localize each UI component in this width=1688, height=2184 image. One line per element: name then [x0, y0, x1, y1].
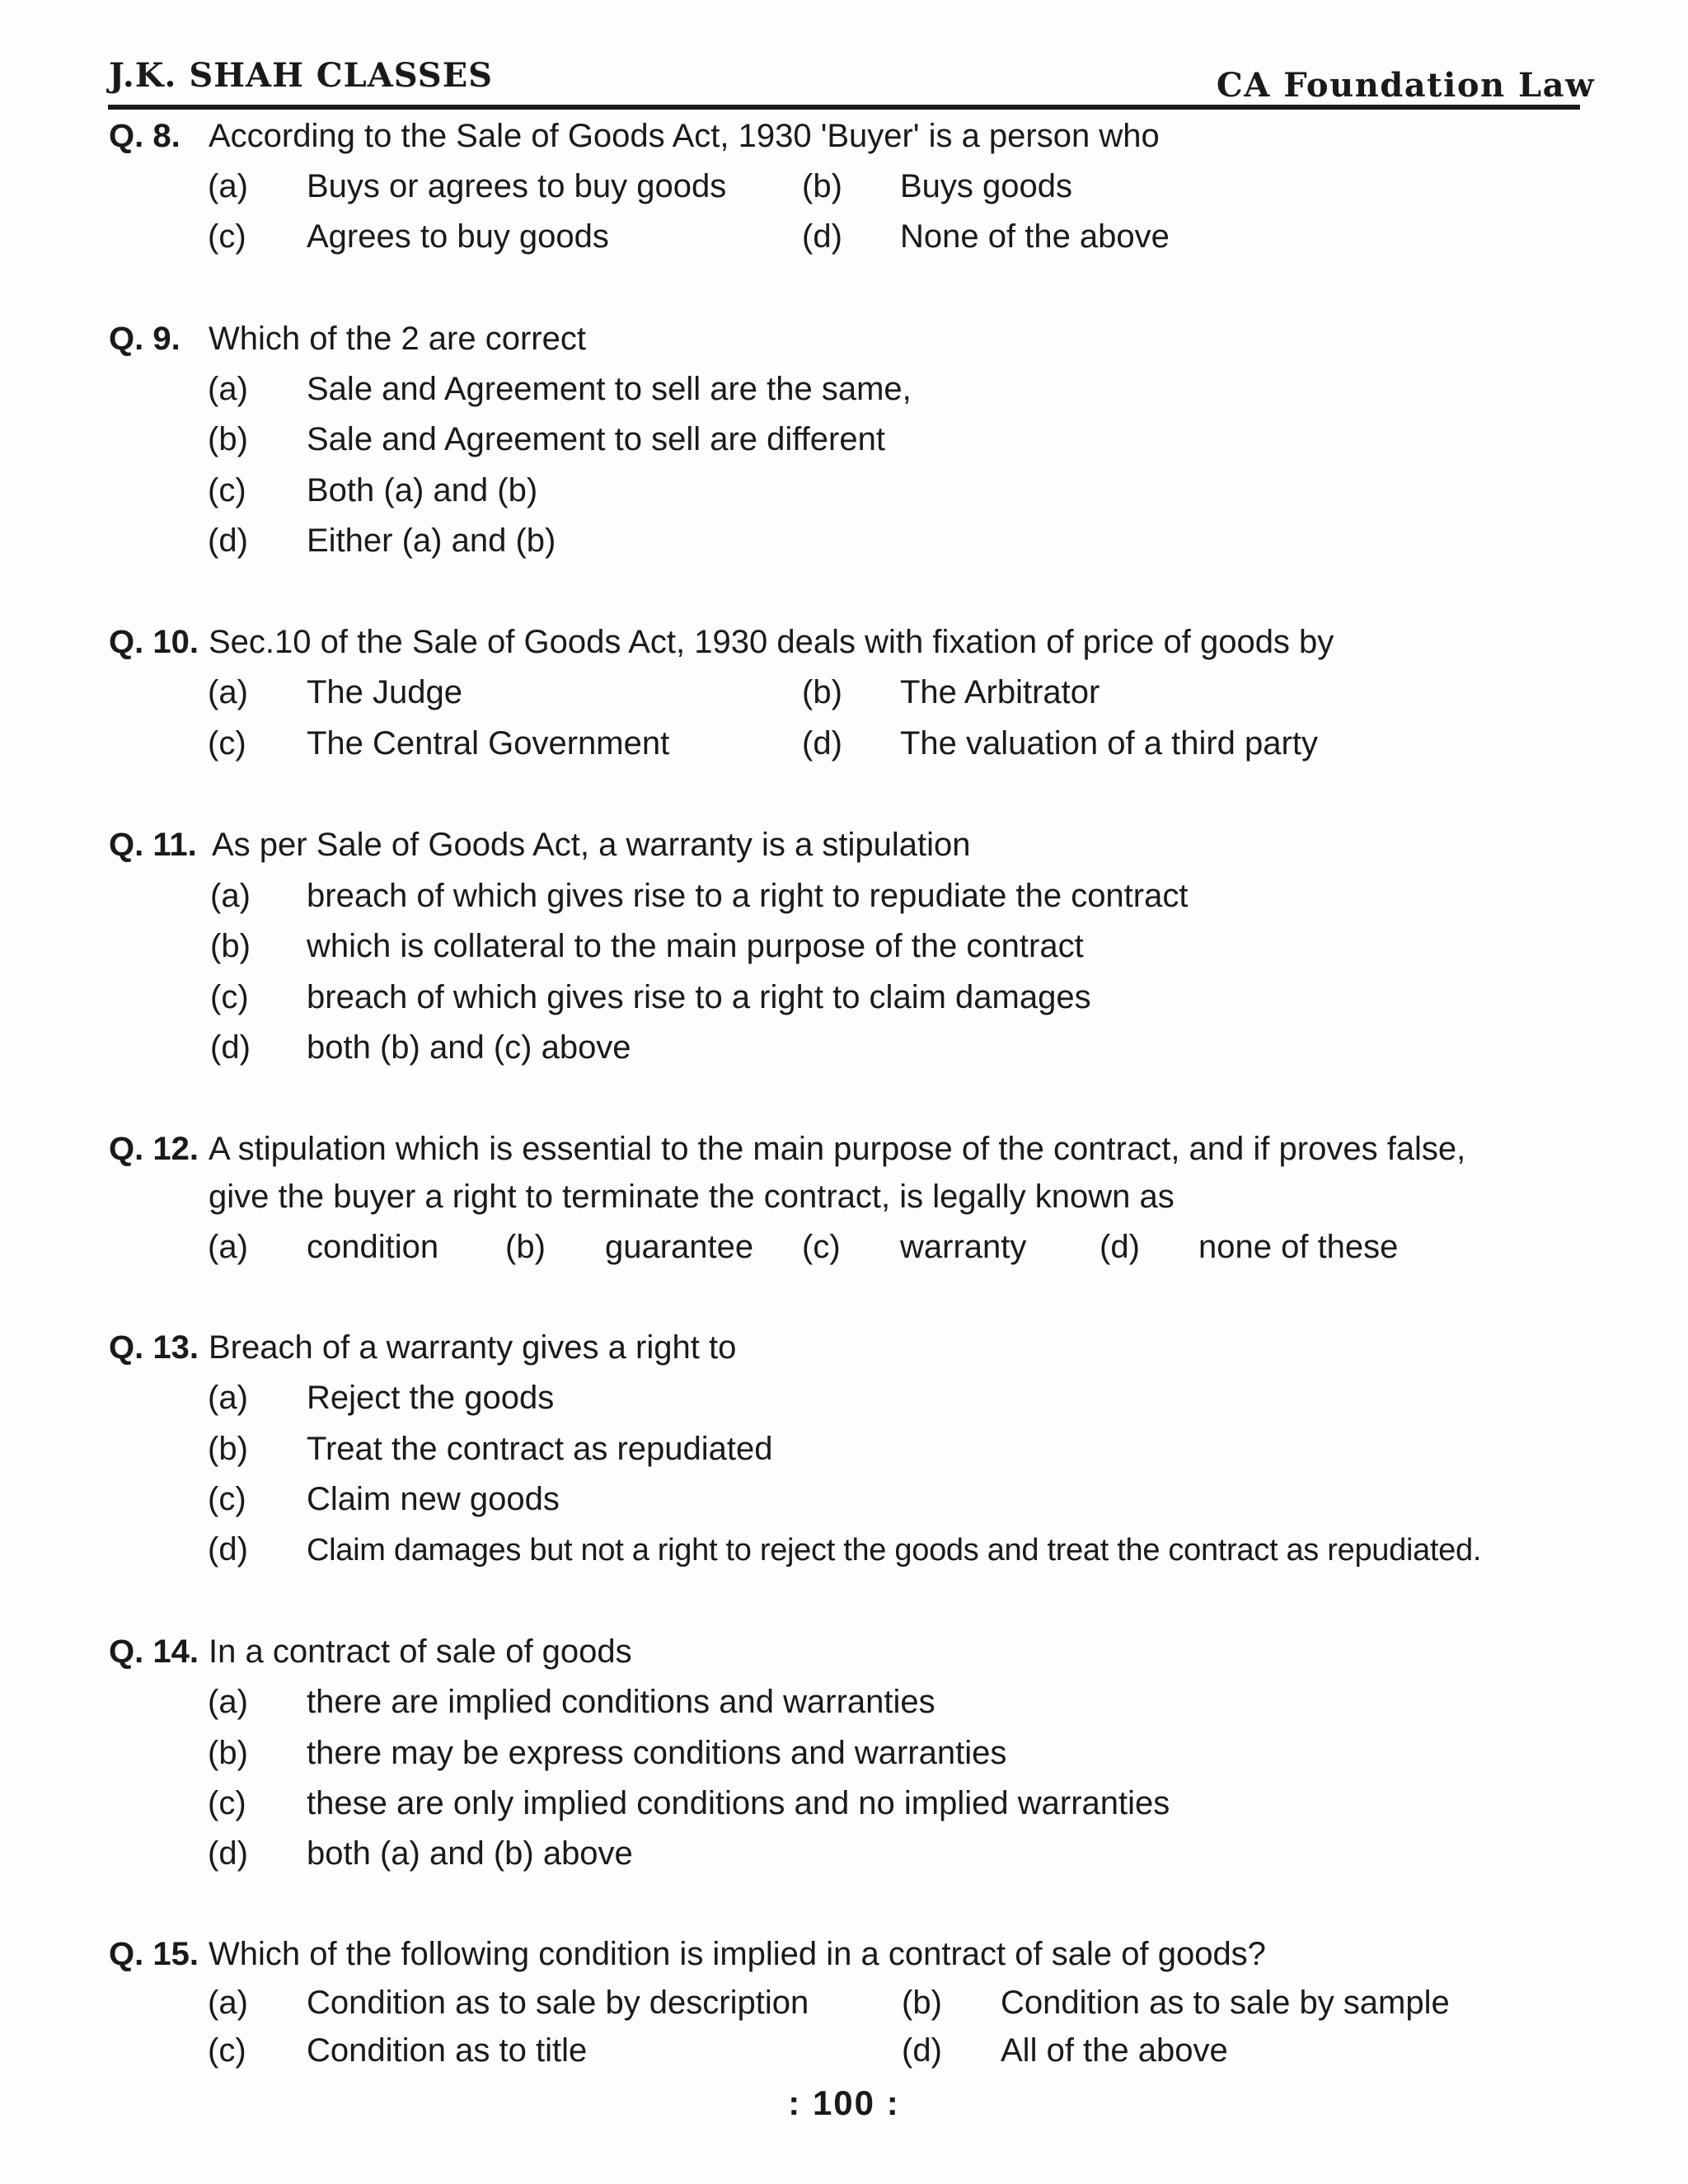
option-text: Buys or agrees to buy goods [307, 168, 727, 204]
option-label: (c) [210, 979, 249, 1015]
option-label: (c) [208, 1785, 246, 1821]
option-text: None of the above [900, 218, 1170, 255]
option-text: breach of which gives rise to a right to claim damages [307, 979, 1091, 1015]
option-text: The Judge [307, 674, 463, 710]
option-label: (b) [208, 421, 248, 457]
option-label: (c) [802, 1229, 841, 1265]
option-label: (a) [208, 1229, 248, 1265]
option-label: (d) [208, 1835, 248, 1872]
option-label: (d) [902, 2032, 942, 2069]
option-text: Either (a) and (b) [307, 523, 556, 559]
option-label: (c) [208, 1481, 246, 1517]
option-text: breach of which gives rise to a right to repudiate the contract [307, 878, 1189, 914]
option-label: (c) [208, 218, 246, 255]
option-text: Condition as to sale by description [307, 1985, 809, 2021]
option-text: which is collateral to the main purpose of the contract [307, 928, 1084, 964]
question-number: Q. 13. [109, 1329, 199, 1366]
question-text: According to the Sale of Goods Act, 1930 'Buyer' is a person who [209, 118, 1160, 154]
option-text: Claim new goods [307, 1481, 560, 1517]
option-text: Buys goods [900, 168, 1073, 204]
option-text: guarantee [605, 1229, 754, 1265]
question-text: A stipulation which is essential to the main purpose of the contract, and if proves false, [209, 1131, 1466, 1167]
option-label: (b) [210, 928, 251, 964]
option-label: (a) [208, 371, 248, 407]
question-text: Breach of a warranty gives a right to [209, 1329, 737, 1366]
option-text: Condition as to title [307, 2032, 588, 2069]
question-text: Which of the following condition is implied in a contract of sale of goods? [209, 1936, 1266, 1972]
institute-name: J.K. SHAH CLASSES [109, 56, 494, 95]
option-text: Claim damages but not a right to reject the goods and treat the contract as repudiated. [307, 1533, 1482, 1568]
option-label: (d) [802, 725, 842, 762]
option-label: (b) [802, 168, 842, 204]
option-label: (a) [208, 1985, 248, 2021]
option-label: (c) [208, 472, 246, 509]
question-number: Q. 10. [109, 624, 199, 660]
option-text: Both (a) and (b) [307, 472, 538, 509]
question-text: In a contract of sale of goods [209, 1633, 632, 1670]
option-text: All of the above [1001, 2032, 1228, 2069]
option-text: there are implied conditions and warranties [307, 1684, 935, 1720]
option-text: Sale and Agreement to sell are the same, [307, 371, 912, 407]
page-number: : 100 : [788, 2083, 900, 2122]
option-label: (b) [208, 1735, 248, 1771]
option-label: (a) [208, 168, 248, 204]
option-text: Reject the goods [307, 1380, 555, 1416]
option-text: both (a) and (b) above [307, 1835, 633, 1872]
subject-title: CA Foundation Law [1216, 66, 1595, 105]
question-number: Q. 15. [109, 1936, 199, 1972]
option-label: (d) [208, 1531, 248, 1568]
option-label: (d) [208, 523, 248, 559]
question-number: Q. 12. [109, 1131, 199, 1167]
option-text: there may be express conditions and warranties [307, 1735, 1007, 1771]
option-label: (d) [802, 218, 842, 255]
option-text: Treat the contract as repudiated [307, 1431, 773, 1467]
option-text: Condition as to sale by sample [1001, 1985, 1450, 2021]
option-text: Sale and Agreement to sell are different [307, 421, 885, 457]
question-text: Sec.10 of the Sale of Goods Act, 1930 deals with fixation of price of goods by [209, 624, 1334, 660]
option-label: (c) [208, 2032, 246, 2069]
option-text: condition [307, 1229, 439, 1265]
option-label: (a) [210, 878, 251, 914]
question-number: Q. 8. [109, 118, 181, 154]
option-label: (d) [210, 1029, 251, 1066]
option-label: (c) [208, 725, 246, 762]
option-text: these are only implied conditions and no implied warranties [307, 1785, 1170, 1821]
option-text: Agrees to buy goods [307, 218, 609, 255]
question-number: Q. 9. [109, 321, 181, 357]
option-label: (a) [208, 1380, 248, 1416]
option-text: none of these [1198, 1229, 1399, 1265]
option-text: The Arbitrator [900, 674, 1100, 710]
option-label: (b) [802, 674, 842, 710]
option-text: The Central Government [307, 725, 670, 762]
option-label: (b) [902, 1985, 942, 2021]
option-text: The valuation of a third party [900, 725, 1318, 762]
question-text: Which of the 2 are correct [209, 321, 586, 357]
question-number: Q. 11. [109, 827, 197, 863]
option-text: both (b) and (c) above [307, 1029, 631, 1066]
question-text: As per Sale of Goods Act, a warranty is a stipulation [212, 827, 971, 863]
option-text: warranty [900, 1229, 1027, 1265]
option-label: (a) [208, 1684, 248, 1720]
question-text-continued: give the buyer a right to terminate the contract, is legally known as [209, 1179, 1175, 1215]
option-label: (d) [1100, 1229, 1140, 1265]
option-label: (b) [505, 1229, 546, 1265]
option-label: (b) [208, 1431, 248, 1467]
header-divider [108, 105, 1580, 110]
question-number: Q. 14. [109, 1633, 199, 1670]
option-label: (a) [208, 674, 248, 710]
